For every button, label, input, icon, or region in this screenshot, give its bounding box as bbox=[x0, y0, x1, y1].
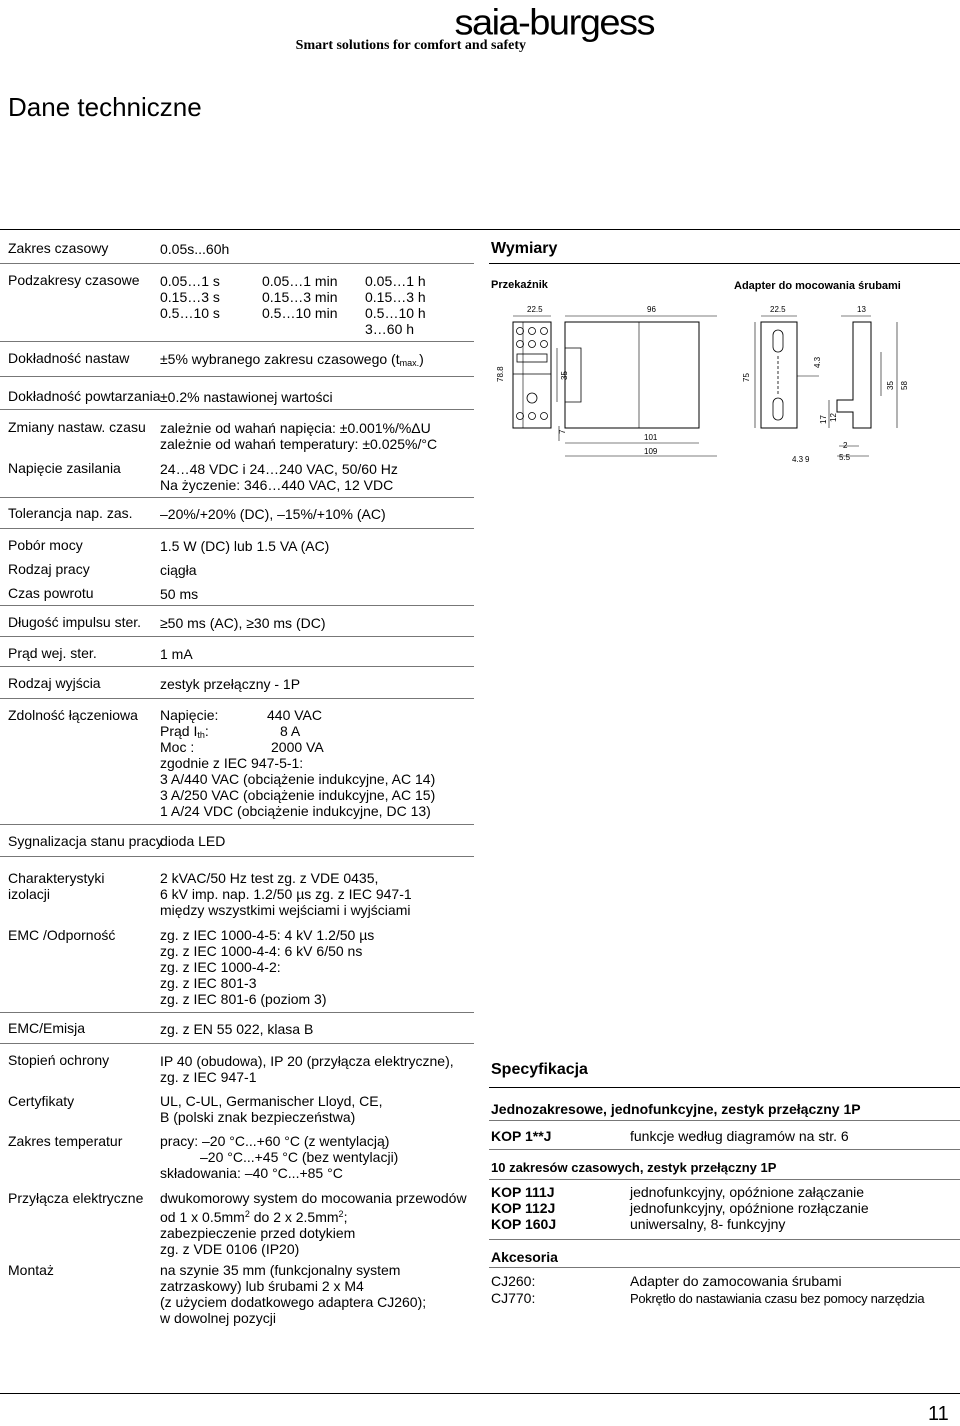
rule bbox=[0, 263, 474, 264]
przy-label: Przyłącza elektryczne bbox=[8, 1190, 144, 1206]
nap-label: Napięcie zasilania bbox=[8, 460, 121, 476]
spec-r1-desc: funkcje według diagramów na str. 6 bbox=[630, 1128, 849, 1144]
rule bbox=[0, 409, 474, 410]
rule bbox=[0, 698, 474, 699]
powt-label: Dokładność powtarzania bbox=[8, 388, 161, 404]
acc-codes: CJ260: CJ770: bbox=[491, 1273, 536, 1306]
dim-101: 101 bbox=[644, 433, 658, 442]
rule bbox=[489, 1179, 960, 1180]
czas-label: Czas powrotu bbox=[8, 585, 94, 601]
spec-heading-2: 10 zakresów czasowych, zestyk przełączny 1P bbox=[491, 1160, 777, 1175]
dim-78-8: 78.8 bbox=[496, 366, 505, 382]
zdol-prad-key: Prąd $I_{th}$: bbox=[160, 723, 209, 740]
wymiary-rule bbox=[489, 263, 960, 264]
zdol-prad-val: 8 A bbox=[280, 723, 301, 739]
dim-109: 109 bbox=[644, 447, 658, 456]
rule bbox=[0, 636, 474, 637]
dim-17: 17 bbox=[819, 415, 828, 424]
zdol-lines: zgodnie z IEC 947-5-1: 3 A/440 VAC (obciążenie indukcyjne, AC 14) 3 A/250 VAC (obciążenie indukcyjne, AC 15) 1 A/24 VDC (obciążenie indukcyjne, DC 13) bbox=[160, 755, 436, 819]
dim-22-5: 22.5 bbox=[527, 305, 543, 314]
podz-col1: 0.05…1 s 0.15…3 s 0.5…10 s bbox=[160, 273, 220, 321]
rule bbox=[0, 666, 474, 667]
mont-values: na szynie 35 mm (funkcjonalny system zatrzaskowy) lub śrubami 2 x M4 (z użyciem dodatkowego adaptera CJ260); w dowolnej pozycji bbox=[160, 1262, 427, 1326]
adapter-front bbox=[761, 322, 797, 428]
relay-label: Przekaźnik bbox=[491, 279, 548, 291]
wymiary-title: Wymiary bbox=[491, 240, 558, 257]
stop-values: IP 40 (obudowa), IP 20 (przyłącza elektryczne), zg. z IEC 947-1 bbox=[160, 1053, 454, 1085]
wyj-value: zestyk przełączny - 1P bbox=[160, 676, 301, 692]
adapter-side bbox=[837, 322, 871, 428]
rule bbox=[0, 1012, 474, 1013]
rule bbox=[489, 1120, 960, 1121]
dim-5-5: 5.5 bbox=[839, 453, 851, 462]
acc-descs: Adapter do zamocowania śrubami Pokrętło do nastawiania czasu bez pomocy narzędzia bbox=[630, 1273, 925, 1306]
tol-label: Tolerancja nap. zas. bbox=[8, 505, 133, 521]
dim-4-3-b: 4.3 bbox=[792, 455, 804, 464]
zmiany-label: Zmiany nastaw. czasu bbox=[8, 419, 146, 435]
dim-4-3-a: 4.3 bbox=[813, 356, 822, 368]
zdol-nap-val: 440 VAC bbox=[267, 707, 322, 723]
zakres-label: Zakres czasowy bbox=[8, 240, 109, 256]
mont-label: Montaż bbox=[8, 1262, 54, 1278]
zmiany-values: zależnie od wahań napięcia: ±0.001%/%ΔU zależnie od wahań temperatury: ±0.025%/°C bbox=[160, 420, 438, 452]
dimension-drawing bbox=[489, 296, 959, 470]
spec-title: Specyfikacja bbox=[491, 1061, 588, 1078]
przy-values: dwukomorowy system do mocowania przewodów od 1 x $0.5mm^2$ do 2 x $2.5mm^2$; zabezpieczenie przed dotykiem zg. z VDE 0106 (IP20) bbox=[160, 1190, 467, 1257]
podz-col3: 0.05…1 h 0.15…3 h 0.5…10 h 3…60 h bbox=[365, 273, 426, 337]
syg-label: Sygnalizacja stanu pracy bbox=[8, 833, 163, 849]
pob-label: Pobór mocy bbox=[8, 537, 83, 553]
syg-value: dioda LED bbox=[160, 833, 226, 849]
dim-7: 7 bbox=[558, 429, 567, 434]
relay-side bbox=[565, 322, 699, 428]
emco-label: EMC /Odporność bbox=[8, 927, 116, 943]
wyj-label: Rodzaj wyjścia bbox=[8, 675, 101, 691]
logo-text: saia-burgess bbox=[454, 3, 654, 43]
spec-descs: jednofunkcyjny, opóźnione załączanie jednofunkcyjny, opóźnione rozłączanie uniwersalny, 8- funkcyjny bbox=[630, 1184, 869, 1232]
rule bbox=[0, 856, 474, 857]
dim-13: 13 bbox=[857, 305, 866, 314]
rule bbox=[0, 605, 474, 606]
dim-9: 9 bbox=[805, 455, 810, 464]
prad-value: 1 mA bbox=[160, 646, 193, 662]
page-number: 11 bbox=[928, 1403, 949, 1425]
footer-rule bbox=[0, 1393, 960, 1394]
zdol-label: Zdolność łączeniowa bbox=[8, 707, 138, 723]
char-label: Charakterystyki izolacji bbox=[8, 870, 105, 902]
zdol-moc-key: Moc : bbox=[160, 739, 195, 755]
dlug-value: ≥50 ms (AC), ≥30 ms (DC) bbox=[160, 615, 326, 631]
rule bbox=[0, 497, 474, 498]
spec-r1-code: KOP 1**J bbox=[491, 1128, 552, 1144]
rodz-value: ciągła bbox=[160, 562, 197, 578]
tol-value: –20%/+20% (DC), –15%/+10% (AC) bbox=[160, 506, 386, 522]
dim-2: 2 bbox=[843, 441, 848, 450]
dim-35-b: 35 bbox=[886, 381, 895, 390]
cert-values: UL, C-UL, Germanischer Lloyd, CE, B (polski znak bezpieczeństwa) bbox=[160, 1093, 383, 1125]
dim-12: 12 bbox=[829, 413, 838, 422]
dim-75: 75 bbox=[742, 373, 751, 382]
rule bbox=[0, 341, 474, 342]
spec-heading-1: Jednozakresowe, jednofunkcyjne, zestyk przełączny 1P bbox=[491, 1101, 861, 1117]
spec-rule bbox=[489, 1087, 960, 1088]
rule bbox=[0, 376, 474, 377]
stop-label: Stopień ochrony bbox=[8, 1052, 110, 1068]
acc-title: Akcesoria bbox=[491, 1249, 558, 1265]
tagline: Smart solutions for comfort and safety bbox=[295, 38, 526, 53]
zakres-value: 0.05s...60h bbox=[160, 241, 230, 257]
podz-col2: 0.05…1 min 0.15…3 min 0.5…10 min bbox=[262, 273, 338, 321]
rule bbox=[489, 1149, 960, 1150]
emce-value: zg. z EN 55 022, klasa B bbox=[160, 1021, 314, 1037]
emco-values: zg. z IEC 1000-4-5: 4 kV 1.2/50 µs zg. z IEC 1000-4-4: 6 kV 6/50 ns zg. z IEC 1000-4-2: zg. z IEC 801-3 zg. z IEC 801-6 (poziom 3) bbox=[160, 927, 375, 1007]
spec-codes: KOP 111J KOP 112J KOP 160J bbox=[491, 1184, 557, 1232]
dim-96: 96 bbox=[647, 305, 656, 314]
char-values: 2 kVAC/50 Hz test zg. z VDE 0435, 6 kV imp. nap. 1.2/50 µs zg. z IEC 947-1 między wszystkimi wejściami i wyjściami bbox=[160, 870, 412, 918]
dim-35: 35 bbox=[560, 371, 569, 380]
podz-label: Podzakresy czasowe bbox=[8, 272, 140, 288]
temp-values: pracy: –20 °C...+60 °C (z wentylacją) –20 °C...+45 °C (bez wentylacji) składowania: –40 °C...+85 °C bbox=[160, 1133, 399, 1181]
zdol-nap-key: Napięcie: bbox=[160, 707, 219, 723]
rule bbox=[0, 528, 474, 529]
prad-label: Prąd wej. ster. bbox=[8, 645, 97, 661]
dokl-label: Dokładność nastaw bbox=[8, 350, 130, 366]
adapter-label: Adapter do mocowania śrubami bbox=[734, 280, 901, 292]
rule bbox=[0, 824, 474, 825]
top-rule bbox=[0, 229, 960, 230]
rule bbox=[489, 1239, 960, 1240]
czas-value: 50 ms bbox=[160, 586, 199, 602]
pob-value: 1.5 W (DC) lub 1.5 VA (AC) bbox=[160, 538, 330, 554]
zdol-moc-val: 2000 VA bbox=[271, 739, 324, 755]
rule bbox=[0, 1043, 474, 1044]
rodz-label: Rodzaj pracy bbox=[8, 561, 90, 577]
nap-values: 24…48 VDC i 24…240 VAC, 50/60 Hz Na życzenie: 346…440 VAC, 12 VDC bbox=[160, 461, 398, 493]
dokl-value: ±5% wybranego zakresu czasowego $(t_{max.})$ bbox=[160, 351, 424, 368]
powt-value: ±0.2% nastawionej wartości bbox=[160, 389, 333, 405]
rule bbox=[489, 1267, 960, 1268]
cert-label: Certyfikaty bbox=[8, 1093, 75, 1109]
temp-label: Zakres temperatur bbox=[8, 1133, 123, 1149]
dim-58: 58 bbox=[900, 381, 909, 390]
emce-label: EMC/Emisja bbox=[8, 1020, 86, 1036]
dim-adapter-22-5: 22.5 bbox=[770, 305, 786, 314]
page-title: Dane techniczne bbox=[8, 92, 202, 122]
dlug-label: Długość impulsu ster. bbox=[8, 614, 142, 630]
